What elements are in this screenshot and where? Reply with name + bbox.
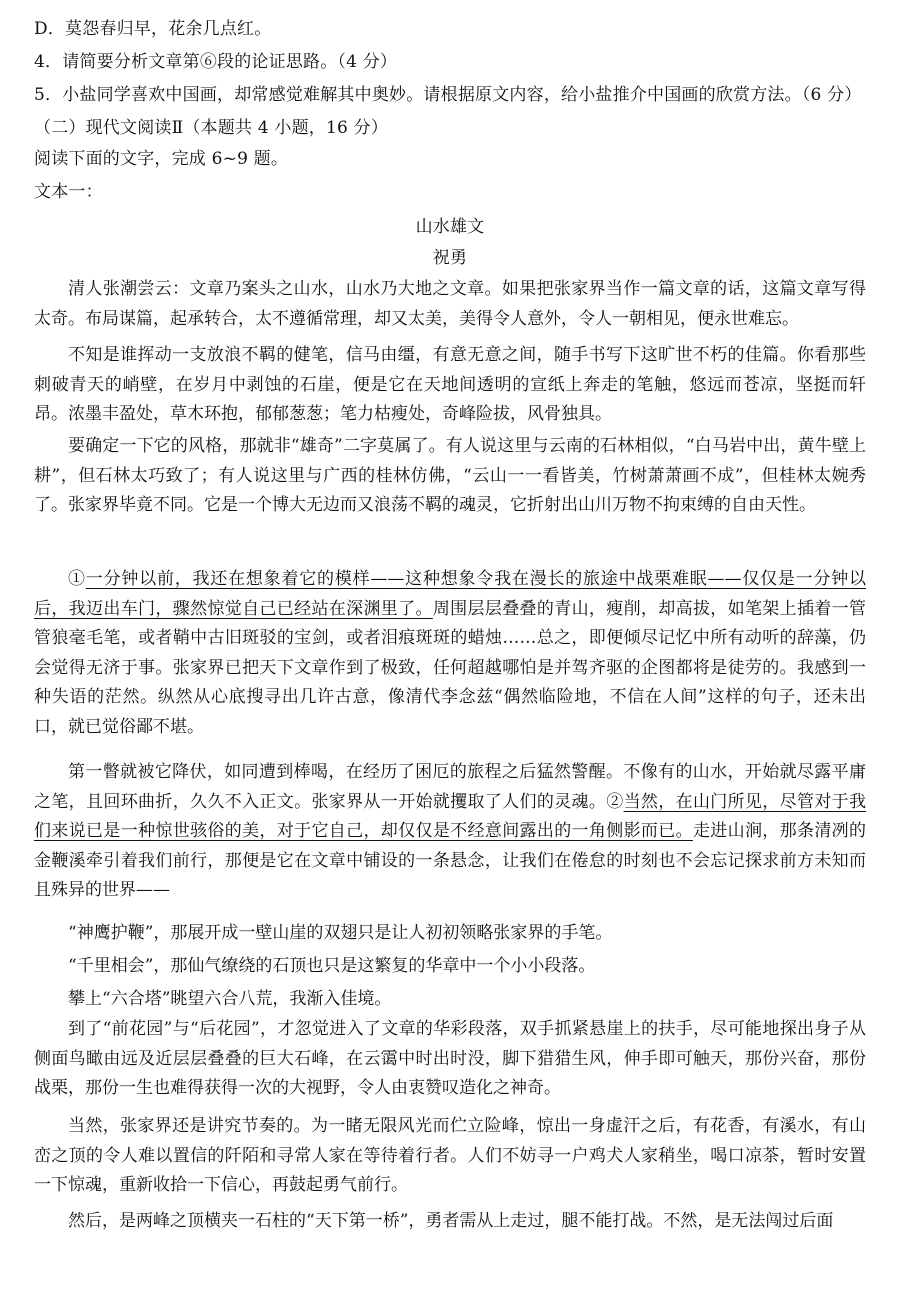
section-instruction: 阅读下面的文字，完成 6~9 题。 — [34, 149, 289, 169]
underlined-sentence-2: 当然，在山门所见，尽管对于我们来说已是一种惊世骇俗的美，对于它自己，却仅仅是不经意间露出的一角侧影而已。 — [34, 791, 867, 842]
paragraph-5-rest: 走进山涧，那条清冽的金鞭溪牵引着我们前行，那便是它在文章中铺设的一条悬念，让我们在倦怠的时刻也不会忘记探求前方未知而且殊异的世界—— — [34, 821, 867, 901]
paragraph-9: 到了“前花园”与“后花园”，才忽觉进入了文章的华彩段落，双手抓紧悬崖上的扶手，尽可能地探出身子从侧面鸟瞰由远及近层层叠叠的巨大石峰，在云霭中时出时没，脚下猎猎生风，伸手即可触天，那份兴奋，那份战栗，那份一生也难得获得一次的大视野，令人由衷赞叹造化之神奇。 — [34, 1019, 866, 1099]
paragraph-4-rest: 周围层层叠叠的青山，瘦削，却高拔，如笔架上插着一管管狼毫毛笔，或者鞘中古旧斑驳的宝剑，或者泪痕斑斑的蜡烛……总之，即便倾尽记忆中所有动听的辞藻，仍会觉得无济于事。张家界已把天下文章作到了极致，任何超越哪怕是并驾齐驱的企图都将是徒劳的。我感到一种失语的茫然。纵然从心底搜寻出几许古意，像清代李念兹“偶然临险地，不信在人间”这样的句子，还未出口，就已觉俗鄙不堪。 — [34, 598, 867, 737]
paragraph-10: 当然，张家界还是讲究节奏的。为一睹无限风光而伫立险峰，惊出一身虚汗之后，有花香，有溪水，有山峦之顶的令人难以置信的阡陌和寻常人家在等待着行者。人们不妨寻一户鸡犬人家稍坐，喝口凉茶，暂时安置一下惊魂，重新收拾一下信心，再鼓起勇气前行。 — [34, 1116, 866, 1196]
paragraph-1: 清人张潮尝云：文章乃案头之山水，山水乃大地之文章。如果把张家界当作一篇文章的话，这篇文章写得太奇。布局谋篇，起承转合，太不遵循常理，却又太美，美得令人意外，令人一朝相见，便永世难忘。 — [34, 279, 866, 329]
question-4: 4．请简要分析文章第⑥段的论证思路。（4 分） — [34, 52, 398, 72]
marker-2: ② — [606, 791, 624, 812]
option-d: D．莫怨春归早，花余几点红。 — [34, 19, 272, 39]
paragraph-4 — [34, 565, 866, 743]
paragraph-2: 不知是谁挥动一支放浪不羁的健笔，信马由缰，有意无意之间，随手书写下这旷世不朽的佳篇。你看那些刺破青天的峭壁，在岁月中剥蚀的石崖，便是它在天地间透明的宣纸上奔走的笔触，悠远而苍凉，坚挺而轩昂。浓墨丰盈处，草木环抱，郁郁葱葱；笔力枯瘦处，奇峰险拔，风骨独具。 — [34, 345, 866, 425]
underlined-sentence-1: 一分钟以前，我还在想象着它的模样——这种想象令我在漫长的旅途中战栗难眠——仅仅是一分钟以后，我迈出车门，骤然惊觉自己已经站在深渊里了。 — [34, 569, 867, 619]
paragraph-3: 要确定一下它的风格，那就非“雄奇”二字莫属了。有人说这里与云南的石林相似，“白马岩中出，黄牛壁上耕”，但石林太巧致了；有人说这里与广西的桂林仿佛，“云山一一看皆美，竹树萧萧画不成”，但桂林太婉秀了。张家界毕竟不同。它是一个博大无边而又浪荡不羁的魂灵，它折射出山川万物不拘束缚的自由天性。 — [34, 436, 866, 516]
paragraph-11: 然后，是两峰之顶横夹一石柱的“天下第一桥”，勇者需从上走过，腿不能打战。不然，是无法闯过后面 — [68, 1211, 834, 1231]
marker-1: ① — [68, 569, 86, 589]
article-author: 祝勇 — [432, 248, 468, 268]
paragraph-5 — [34, 758, 866, 906]
paragraph-5-start: 第一瞥就被它降伏，如同遭到棒喝，在经历了困厄的旅程之后猛然警醒。不像有的山水，开始就尽露平庸之笔，且回环曲折，久久不入正文。张家界从一开始就攫取了人们的灵魂。 — [34, 762, 866, 812]
question-5: 5．小盐同学喜欢中国画，却常感觉难解其中奥妙。请根据原文内容，给小盐推介中国画的欣赏方法。（6 分） — [34, 85, 862, 105]
paragraph-6: “神鹰护鞭”，那展开成一壁山崖的双翅只是让人初初领略张家界的手笔。 — [68, 923, 613, 943]
section-heading: （二）现代文阅读Ⅱ（本题共 4 小题，16 分） — [34, 118, 389, 138]
paragraph-8: 攀上“六合塔”眺望六合八荒，我渐入佳境。 — [68, 989, 392, 1009]
article-title: 山水雄文 — [415, 217, 485, 237]
text-label: 文本一： — [34, 182, 103, 202]
paragraph-7: “千里相会”，那仙气缭绕的石顶也只是这繁复的华章中一个小小段落。 — [68, 956, 596, 976]
